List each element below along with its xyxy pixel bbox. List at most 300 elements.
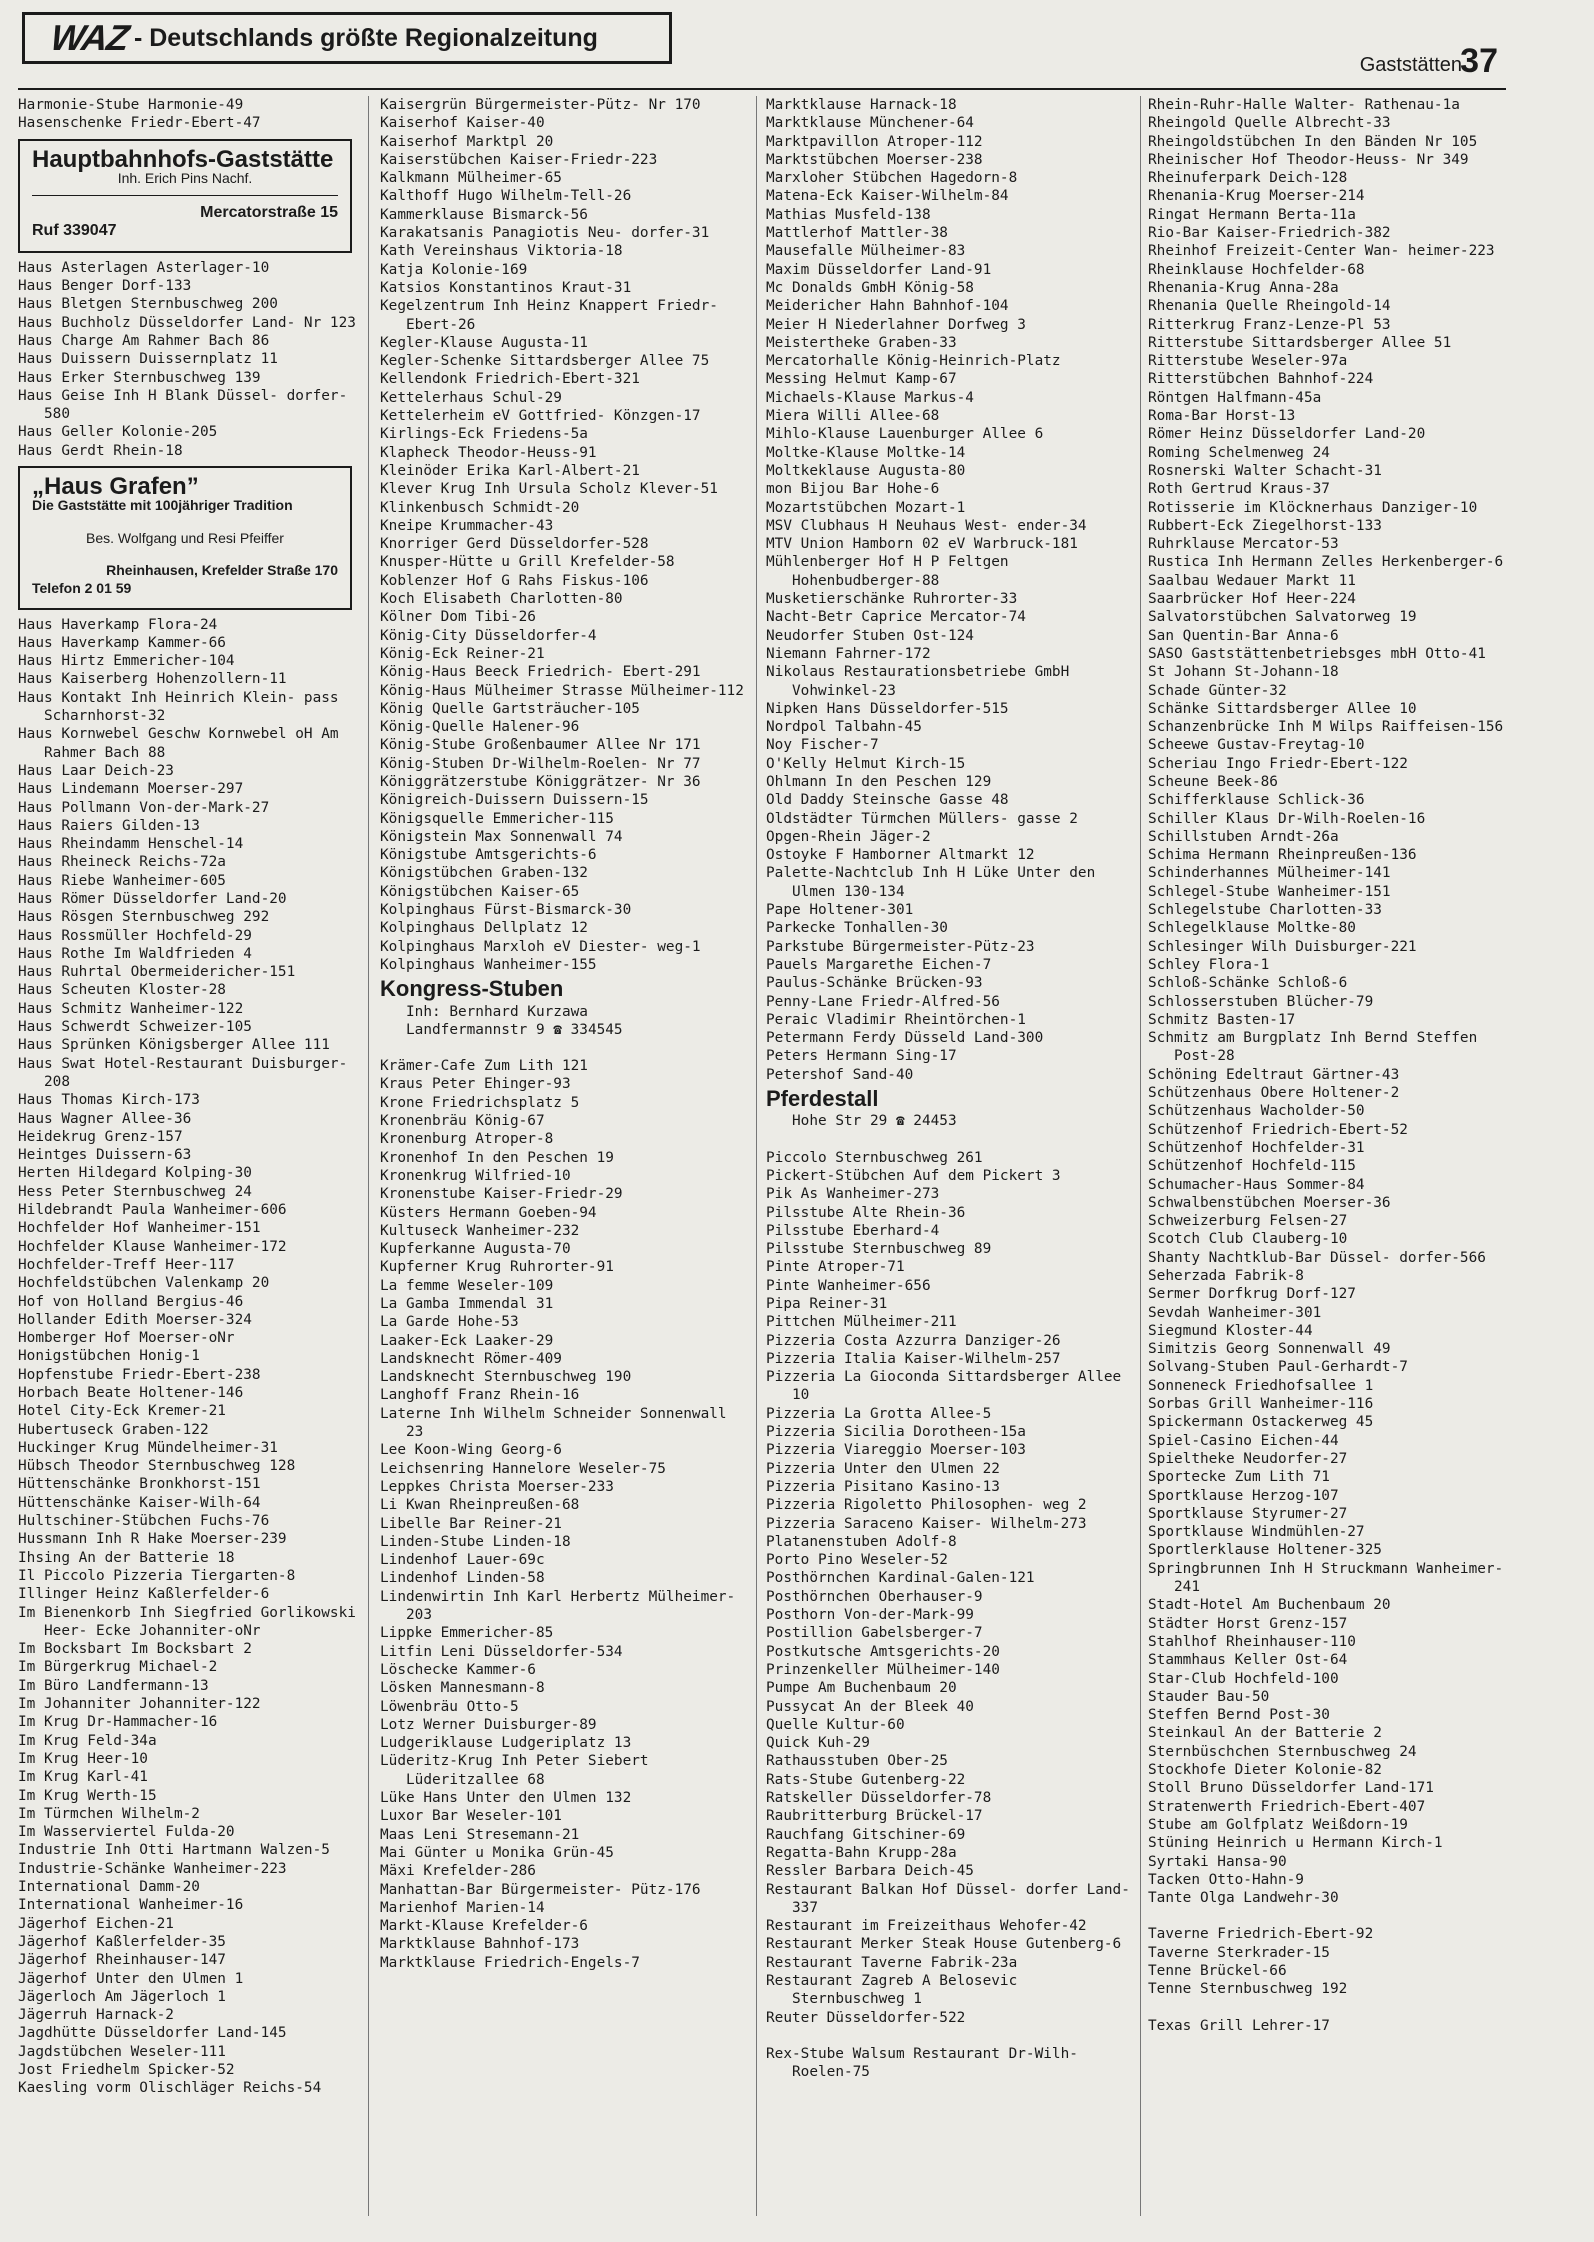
listing-entry: Illinger Heinz Kaßlerfelder-6 bbox=[18, 1586, 270, 1603]
listing-entry: Mozartstübchen Mozart-1 bbox=[766, 499, 966, 516]
listing-entry: mon Bijou Bar Hohe-6 bbox=[766, 481, 940, 498]
listing-group bbox=[18, 616, 356, 2098]
listing-group bbox=[18, 259, 356, 460]
listing-entry: Haus Riebe Wanheimer-605 bbox=[18, 872, 226, 889]
listing-entry: Im Bürgerkrug Michael-2 bbox=[18, 1659, 218, 1676]
listing-entry: Haus Charge Am Rahmer Bach 86 bbox=[18, 332, 270, 349]
listing-entry: Ihsing An der Batterie 18 bbox=[18, 1549, 235, 1566]
listing-entry: Siegmund Kloster-44 bbox=[1148, 1322, 1313, 1339]
listing-entry: Raubritterburg Brückel-17 bbox=[766, 1808, 983, 1825]
listing-entry: Scheune Beek-86 bbox=[1148, 773, 1278, 790]
listing-entry: Hultschiner-Stübchen Fuchs-76 bbox=[18, 1513, 270, 1530]
listing-entry: Parkstube Bürgermeister-Pütz-23 bbox=[766, 938, 1035, 955]
column-3 bbox=[766, 96, 1138, 2216]
listing-entry: Petershof Sand-40 bbox=[766, 1066, 914, 1083]
listing-entry: Schützenhof Friedrich-Ebert-52 bbox=[1148, 1121, 1408, 1138]
listing-entry: Simitzis Georg Sonnenwall 49 bbox=[1148, 1341, 1391, 1358]
listing-entry: Schima Hermann Rheinpreußen-136 bbox=[1148, 847, 1417, 864]
listing-entry: Knusper-Hütte u Grill Krefelder-58 bbox=[380, 554, 675, 571]
ad-address: Rheinhausen, Krefelder Straße 170 bbox=[106, 561, 338, 578]
kongress-owner: Inh: Bernhard Kurzawa bbox=[406, 1003, 588, 1020]
listing-entry: Ritterstube Sittardsberger Allee 51 bbox=[1148, 334, 1452, 351]
listing-entry: Im Krug Feld-34a bbox=[18, 1732, 157, 1749]
listing-entry: Marktpavillon Atroper-112 bbox=[766, 133, 983, 150]
listing-entry: Jagdhütte Düsseldorfer Land-145 bbox=[18, 2025, 287, 2042]
listing-entry: Krone Friedrichsplatz 5 bbox=[380, 1094, 580, 1111]
listing-entry: König Quelle Gartsträucher-105 bbox=[380, 700, 640, 717]
listing-entry: Taverne Friedrich-Ebert-92 bbox=[1148, 1926, 1374, 1943]
listing-entry: Pizzeria Viareggio Moerser-103 bbox=[766, 1442, 1026, 1459]
listing-entry: Jagdstübchen Weseler-111 bbox=[18, 2043, 226, 2060]
listing-entry: Kalkmann Mülheimer-65 bbox=[380, 170, 562, 187]
listing-entry: Mausefalle Mülheimer-83 bbox=[766, 243, 966, 260]
listing-entry: Ruhrklause Mercator-53 bbox=[1148, 536, 1339, 553]
listing-entry: Kraus Peter Ehinger-93 bbox=[380, 1076, 571, 1093]
listing-entry: Stüning Heinrich u Hermann Kirch-1 bbox=[1148, 1835, 1443, 1852]
ad-hauptbahnhof bbox=[18, 139, 352, 253]
listing-entry: Hochfelder Hof Wanheimer-151 bbox=[18, 1220, 261, 1237]
listing-entry: Scheewe Gustav-Freytag-10 bbox=[1148, 737, 1365, 754]
listing-entry: Horbach Beate Holtener-146 bbox=[18, 1385, 244, 1401]
ad-phone: Telefon 2 01 59 bbox=[32, 580, 132, 597]
listing-entry: Hüttenschänke Kaiser-Wilh-64 bbox=[18, 1494, 261, 1511]
listing-entry: Schützenhaus Wacholder-50 bbox=[1148, 1103, 1365, 1120]
listing-entry: Sevdah Wanheimer-301 bbox=[1148, 1304, 1322, 1321]
listing-entry: Ostoyke F Hamborner Altmarkt 12 bbox=[766, 847, 1035, 864]
listing-entry: Katja Kolonie-169 bbox=[380, 261, 528, 278]
listing-entry: Im Krug Karl-41 bbox=[18, 1769, 148, 1786]
listing-entry: Jägerhof Unter den Ulmen 1 bbox=[18, 1970, 244, 1987]
listing-entry: Industrie-Schänke Wanheimer-223 bbox=[18, 1860, 287, 1877]
listing-entry: MSV Clubhaus H Neuhaus West- ender-34 bbox=[766, 517, 1087, 534]
listing-entry: Schlegel-Stube Wanheimer-151 bbox=[1148, 883, 1391, 900]
listing-entry: Hess Peter Sternbuschweg 24 bbox=[18, 1183, 252, 1200]
listing-entry: Solvang-Stuben Paul-Gerhardt-7 bbox=[1148, 1359, 1408, 1376]
listing-entry: Klapheck Theodor-Heuss-91 bbox=[380, 444, 597, 461]
listing-entry: Rheingold Quelle Albrecht-33 bbox=[1148, 115, 1391, 132]
listing-entry: Kettelerhaus Schul-29 bbox=[380, 389, 562, 406]
listing-entry: Steffen Bernd Post-30 bbox=[1148, 1707, 1330, 1724]
listing-entry: Kolpinghaus Dellplatz 12 bbox=[380, 920, 588, 937]
listing-entry: Meistertheke Graben-33 bbox=[766, 334, 957, 351]
listing-entry: Ratskeller Düsseldorfer-78 bbox=[766, 1790, 992, 1807]
listing-entry: Saalbau Wedauer Markt 11 bbox=[1148, 572, 1356, 589]
listing-entry: Lotz Werner Duisburger-89 bbox=[380, 1716, 597, 1733]
listing-entry: Kettelerheim eV Gottfried- Könzgen-17 bbox=[380, 408, 701, 425]
listing-entry: Penny-Lane Friedr-Alfred-56 bbox=[766, 993, 1000, 1010]
listing-entry: Sermer Dorfkrug Dorf-127 bbox=[1148, 1286, 1356, 1303]
listing-entry: Messing Helmut Kamp-67 bbox=[766, 371, 957, 388]
kongress-heading: Kongress-Stuben bbox=[380, 976, 564, 1002]
listing-entry: Marktklause Münchener-64 bbox=[766, 115, 974, 132]
listing-entry: International Wanheimer-16 bbox=[18, 1897, 244, 1914]
pferdestall-address: Hohe Str 29 ☎ 24453 bbox=[792, 1113, 957, 1130]
listing-entry: Mercatorhalle König-Heinrich-Platz bbox=[766, 353, 1061, 370]
listing-entry: Syrtaki Hansa-90 bbox=[1148, 1853, 1287, 1870]
listing-entry: Roth Gertrud Kraus-37 bbox=[1148, 481, 1330, 498]
listing-entry: Posthörnchen Oberhauser-9 bbox=[766, 1588, 983, 1605]
listing-group bbox=[766, 1149, 1138, 2082]
listing-entry: Koblenzer Hof G Rahs Fiskus-106 bbox=[380, 572, 649, 589]
listing-entry: Rheinischer Hof Theodor-Heuss- Nr 349 bbox=[1148, 151, 1469, 168]
listing-entry: Schänke Sittardsberger Allee 10 bbox=[1148, 700, 1417, 717]
listing-entry: Knorriger Gerd Düsseldorfer-528 bbox=[380, 536, 649, 553]
section-label: Gaststätten bbox=[1359, 54, 1462, 76]
listing-entry: Kegler-Klause Augusta-11 bbox=[380, 334, 588, 351]
listing-entry: Haus Benger Dorf-133 bbox=[18, 278, 192, 295]
listing-entry: Im Krug Werth-15 bbox=[18, 1787, 157, 1804]
listing-entry: Musketierschänke Ruhrorter-33 bbox=[766, 591, 1018, 608]
listing-entry: Lindenhof Linden-58 bbox=[380, 1570, 545, 1587]
listing-entry: Im Bienenkorb Inh Siegfried Gorlikowski Heer- Ecke Johanniter-oNr bbox=[18, 1604, 356, 1639]
listing-entry: Sonneneck Friedhofsallee 1 bbox=[1148, 1377, 1374, 1394]
ad-title: „Haus Grafen” bbox=[32, 473, 199, 501]
listing-entry: Ludgeriklause Ludgeriplatz 13 bbox=[380, 1735, 632, 1752]
listing-entry: Pizzeria Rigoletto Philosophen- weg 2 bbox=[766, 1497, 1087, 1514]
listing-entry: Pinte Atroper-71 bbox=[766, 1259, 905, 1276]
listing-entry: Haus Bletgen Sternbuschweg 200 bbox=[18, 296, 278, 313]
listing-entry: Haus Kaiserberg Hohenzollern-11 bbox=[18, 671, 287, 688]
listing-entry: Mai Günter u Monika Grün-45 bbox=[380, 1844, 614, 1861]
listing-entry: Petermann Ferdy Düsseld Land-300 bbox=[766, 1030, 1044, 1047]
listing-entry: Römer Heinz Düsseldorfer Land-20 bbox=[1148, 426, 1426, 443]
listing-entry: Salvatorstübchen Salvatorweg 19 bbox=[1148, 609, 1417, 626]
listing-entry: Mathias Musfeld-138 bbox=[766, 206, 931, 223]
listing-entry: Haus Sprünken Königsberger Allee 111 bbox=[18, 1037, 330, 1054]
listing-entry: Ritterstube Weseler-97a bbox=[1148, 353, 1348, 370]
listing-entry: Sportklause Styrumer-27 bbox=[1148, 1505, 1348, 1522]
listing-entry: Haus Erker Sternbuschweg 139 bbox=[18, 369, 261, 386]
ad-title: Hauptbahnhofs-Gaststätte bbox=[32, 145, 334, 173]
listing-entry: Mihlo-Klause Lauenburger Allee 6 bbox=[766, 426, 1044, 443]
listing-entry: Opgen-Rhein Jäger-2 bbox=[766, 828, 931, 845]
ad-phone: Ruf 339047 bbox=[32, 222, 117, 240]
listing-entry: Rheinuferpark Deich-128 bbox=[1148, 170, 1348, 187]
kongress-address: Landfermannstr 9 ☎ 334545 bbox=[406, 1021, 623, 1038]
listing-entry: La femme Weseler-109 bbox=[380, 1277, 554, 1294]
listing-entry: Mc Donalds GmbH König-58 bbox=[766, 279, 974, 296]
listing-entry: Pittchen Mülheimer-211 bbox=[766, 1314, 957, 1331]
listing-entry: Städter Horst Grenz-157 bbox=[1148, 1615, 1348, 1632]
listing-entry: Peraic Vladimir Rheintörchen-1 bbox=[766, 1011, 1026, 1028]
listing-entry: Harmonie-Stube Harmonie-49 bbox=[18, 97, 244, 113]
listing-entry: Jägerruh Harnack-2 bbox=[18, 2007, 174, 2024]
listing-entry: Ringat Hermann Berta-11a bbox=[1148, 206, 1356, 223]
listing-entry: Kaesling vorm Olischläger Reichs-54 bbox=[18, 2080, 322, 2097]
listing-entry: Restaurant im Freizeithaus Wehofer-42 bbox=[766, 1918, 1087, 1935]
listing-entry: Rhenania Quelle Rheingold-14 bbox=[1148, 298, 1391, 315]
listing-entry: Rheinklause Hochfelder-68 bbox=[1148, 261, 1365, 278]
listing-entry: Pizzeria Sicilia Dorotheen-15a bbox=[766, 1424, 1026, 1441]
listing-entry: König-Haus Mülheimer Strasse Mülheimer-112 bbox=[380, 682, 744, 699]
listing-entry: Kammerklause Bismarck-56 bbox=[380, 206, 588, 223]
listing-entry: Jägerhof Eichen-21 bbox=[18, 1915, 174, 1932]
listing-entry: Regatta-Bahn Krupp-28a bbox=[766, 1844, 957, 1861]
listing-entry: König-City Düsseldorfer-4 bbox=[380, 627, 597, 644]
listing-entry: Il Piccolo Pizzeria Tiergarten-8 bbox=[18, 1567, 296, 1584]
listing-entry: Heintges Duissern-63 bbox=[18, 1147, 192, 1164]
listing-entry: Pilsstube Sternbuschweg 89 bbox=[766, 1241, 992, 1258]
listing-entry: Posthörnchen Kardinal-Galen-121 bbox=[766, 1570, 1035, 1587]
listing-entry: Quelle Kultur-60 bbox=[766, 1716, 905, 1733]
listing-entry: Tacken Otto-Hahn-9 bbox=[1148, 1871, 1304, 1888]
listing-entry: Rex-Stube Walsum Restaurant Dr-Wilh-Roelen-75 bbox=[766, 2045, 1078, 2081]
listing-entry: Spickermann Ostackerweg 45 bbox=[1148, 1414, 1374, 1431]
listing-entry: Postillion Gabelsberger-7 bbox=[766, 1625, 983, 1642]
listing-entry: Matena-Eck Kaiser-Wilhelm-84 bbox=[766, 188, 1009, 205]
listing-entry: Kirlings-Eck Friedens-5a bbox=[380, 426, 588, 443]
listing-entry: Haus Schmitz Wanheimer-122 bbox=[18, 1000, 244, 1017]
masthead bbox=[22, 12, 672, 64]
listing-entry: Haus Geise Inh H Blank Düssel- dorfer-580 bbox=[18, 387, 348, 423]
listing-gap bbox=[766, 2027, 1138, 2045]
listing-entry: Restaurant Zagreb A Belosevic Sternbuschweg 1 bbox=[766, 1972, 1018, 2008]
listing-entry: Kegelzentrum Inh Heinz Knappert Friedr-Ebert-26 bbox=[380, 298, 718, 333]
masthead-tagline: - Deutschlands größte Regionalzeitung bbox=[133, 23, 598, 52]
listing-entry: Schmitz am Burgplatz Inh Bernd Steffen Post-28 bbox=[1148, 1030, 1478, 1065]
listing-entry: Haus Asterlagen Asterlager-10 bbox=[18, 259, 270, 276]
listing-entry: SASO Gaststättenbetriebsges mbH Otto-41 bbox=[1148, 645, 1486, 662]
ad-slogan: Die Gaststätte mit 100jähriger Tradition bbox=[32, 497, 293, 514]
listing-entry: Im Johanniter Johanniter-122 bbox=[18, 1696, 261, 1713]
listing-entry: Sportklause Herzog-107 bbox=[1148, 1487, 1339, 1504]
listing-entry: Laaker-Eck Laaker-29 bbox=[380, 1332, 554, 1349]
listing-entry: Hübsch Theodor Sternbuschweg 128 bbox=[18, 1458, 296, 1475]
listing-entry: Nikolaus Restaurationsbetriebe GmbH Vohwinkel-23 bbox=[766, 664, 1070, 699]
listing-entry: König-Haus Beeck Friedrich- Ebert-291 bbox=[380, 664, 701, 681]
listing-entry: Seherzada Fabrik-8 bbox=[1148, 1268, 1304, 1284]
listing-entry: Hopfenstube Friedr-Ebert-238 bbox=[18, 1366, 261, 1383]
listing-entry: Spieltheke Neudorfer-27 bbox=[1148, 1450, 1348, 1467]
listing-entry: San Quentin-Bar Anna-6 bbox=[1148, 627, 1339, 644]
listing-entry: König-Stube Großenbaumer Allee Nr 171 bbox=[380, 737, 701, 754]
listing-entry: Krämer-Cafe Zum Lith 121 bbox=[380, 1058, 588, 1075]
listing-entry: Haus Rheineck Reichs-72a bbox=[18, 854, 226, 871]
listing-entry: Homberger Hof Moerser-oNr bbox=[18, 1330, 235, 1347]
listing-entry: Peters Hermann Sing-17 bbox=[766, 1048, 957, 1065]
listing-entry: Lippke Emmericher-85 bbox=[380, 1625, 554, 1642]
listing-entry: Lindenwirtin Inh Karl Herbertz Mülheimer-203 bbox=[380, 1588, 736, 1624]
ad-owner: Inh. Erich Pins Nachf. bbox=[117, 169, 253, 186]
spacer bbox=[766, 1131, 1138, 1149]
listing-entry: Meidericher Hahn Bahnhof-104 bbox=[766, 298, 1009, 315]
listing-entry: Ritterkrug Franz-Lenze-Pl 53 bbox=[1148, 316, 1391, 333]
listing-entry: Taverne Sterkrader-15 bbox=[1148, 1944, 1330, 1961]
listing-entry: Oldstädter Türmchen Müllers- gasse 2 bbox=[766, 810, 1078, 827]
listing-entry: Stockhofe Dieter Kolonie-82 bbox=[1148, 1762, 1382, 1779]
listing-entry: Karakatsanis Panagiotis Neu- dorfer-31 bbox=[380, 225, 710, 242]
listing-entry: Schiller Klaus Dr-Wilh-Roelen-16 bbox=[1148, 810, 1426, 827]
listing-entry: Kronenkrug Wilfried-10 bbox=[380, 1167, 571, 1184]
column-divider bbox=[756, 96, 757, 2216]
listing-entry: Haus Lindemann Moerser-297 bbox=[18, 781, 244, 798]
listing-entry: Scheriau Ingo Friedr-Ebert-122 bbox=[1148, 755, 1408, 772]
ad-haus-grafen bbox=[18, 466, 352, 609]
listing-entry: Schützenhaus Obere Holtener-2 bbox=[1148, 1085, 1400, 1102]
listing-entry: Schmitz Basten-17 bbox=[1148, 1011, 1296, 1028]
listing-entry: Linden-Stube Linden-18 bbox=[380, 1533, 571, 1550]
listing-entry: Pape Holtener-301 bbox=[766, 902, 914, 919]
listing-entry: Haus Gerdt Rhein-18 bbox=[18, 442, 183, 459]
listing-entry: Sportklause Windmühlen-27 bbox=[1148, 1524, 1365, 1541]
listing-entry: Sternbüschchen Sternbuschweg 24 bbox=[1148, 1743, 1417, 1760]
listing-entry: Heidekrug Grenz-157 bbox=[18, 1128, 183, 1145]
listing-entry: Königgrätzerstube Königgrätzer- Nr 36 bbox=[380, 773, 701, 790]
listing-entry: Schillstuben Arndt-26a bbox=[1148, 828, 1339, 845]
listing-entry: Litfin Leni Düsseldorfer-534 bbox=[380, 1643, 623, 1660]
listing-entry: Parkecke Tonhallen-30 bbox=[766, 920, 948, 937]
listing-gap bbox=[1148, 1907, 1520, 1925]
listing-entry: Haus Duissern Duissernplatz 11 bbox=[18, 351, 278, 368]
listing-entry: Im Krug Dr-Hammacher-16 bbox=[18, 1714, 218, 1731]
listing-entry: Stauder Bau-50 bbox=[1148, 1688, 1270, 1705]
listing-entry: Marienhof Marien-14 bbox=[380, 1899, 545, 1916]
listing-entry: Marktstübchen Moerser-238 bbox=[766, 151, 983, 168]
listing-entry: La Gamba Immendal 31 bbox=[380, 1296, 554, 1312]
listing-entry: Haus Haverkamp Flora-24 bbox=[18, 616, 218, 633]
listing-entry: Rhein-Ruhr-Halle Walter- Rathenau-1a bbox=[1148, 97, 1460, 113]
listing-entry: MTV Union Hamborn 02 eV Warbruck-181 bbox=[766, 536, 1078, 553]
listing-entry: Kolpinghaus Fürst-Bismarck-30 bbox=[380, 902, 632, 919]
listing-entry: Laterne Inh Wilhelm Schneider Sonnenwall 23 bbox=[380, 1405, 727, 1441]
listing-entry: Nordpol Talbahn-45 bbox=[766, 719, 922, 736]
listing-entry: Schlesinger Wilh Duisburger-221 bbox=[1148, 938, 1417, 955]
listing-entry: Pauels Margarethe Eichen-7 bbox=[766, 956, 992, 973]
listing-entry: Langhoff Franz Rhein-16 bbox=[380, 1387, 580, 1404]
listing-entry: Kronenburg Atroper-8 bbox=[380, 1131, 554, 1148]
listing-entry: Kaiserstübchen Kaiser-Friedr-223 bbox=[380, 151, 658, 168]
listing-entry: Paulus-Schänke Brücken-93 bbox=[766, 975, 983, 992]
listing-entry: Kneipe Krummacher-43 bbox=[380, 517, 554, 534]
listing-entry: Ohlmann In den Peschen 129 bbox=[766, 773, 992, 790]
listing-entry: Schützenhof Hochfelder-31 bbox=[1148, 1139, 1365, 1156]
listing-entry: Pilsstube Eberhard-4 bbox=[766, 1222, 940, 1239]
listing-entry: Sportecke Zum Lith 71 bbox=[1148, 1469, 1330, 1486]
listing-entry: Röntgen Halfmann-45a bbox=[1148, 389, 1322, 406]
listing-entry: Piccolo Sternbuschweg 261 bbox=[766, 1149, 983, 1166]
listing-entry: Nacht-Betr Caprice Mercator-74 bbox=[766, 609, 1026, 626]
listing-entry: Pizzeria Italia Kaiser-Wilhelm-257 bbox=[766, 1350, 1061, 1367]
listing-entry: Königstein Max Sonnenwall 74 bbox=[380, 828, 623, 845]
listing-entry: Reuter Düsseldorfer-522 bbox=[766, 2009, 966, 2026]
listing-entry: Restaurant Taverne Fabrik-23a bbox=[766, 1954, 1018, 1971]
listing-entry: Haus Rothe Im Waldfrieden 4 bbox=[18, 945, 252, 962]
listing-entry: Hochfeldstübchen Valenkamp 20 bbox=[18, 1275, 270, 1292]
listing-entry: Meier H Niederlahner Dorfweg 3 bbox=[766, 316, 1026, 333]
listing-entry: Schumacher-Haus Sommer-84 bbox=[1148, 1176, 1365, 1193]
listing-entry: Kath Vereinshaus Viktoria-18 bbox=[380, 243, 623, 260]
listing-entry: Haus Rossmüller Hochfeld-29 bbox=[18, 927, 252, 944]
listing-entry: Rhenania-Krug Anna-28a bbox=[1148, 279, 1339, 296]
listing-entry: Moltkeklause Augusta-80 bbox=[766, 462, 966, 479]
listing-entry: Haus Scheuten Kloster-28 bbox=[18, 982, 226, 999]
listing-entry: Platanenstuben Adolf-8 bbox=[766, 1533, 957, 1550]
listing-entry: Haus Buchholz Düsseldorfer Land- Nr 123 bbox=[18, 314, 356, 331]
listing-entry: Hubertuseck Graben-122 bbox=[18, 1421, 209, 1438]
listing-entry: Ritterstübchen Bahnhof-224 bbox=[1148, 371, 1374, 388]
listing-entry: Industrie Inh Otti Hartmann Walzen-5 bbox=[18, 1842, 330, 1859]
listing-entry: Jägerloch Am Jägerloch 1 bbox=[18, 1988, 226, 2005]
listing-entry: Marktklause Harnack-18 bbox=[766, 97, 957, 113]
listing-entry: Im Büro Landfermann-13 bbox=[18, 1677, 209, 1694]
listing-entry: Schweizerburg Felsen-27 bbox=[1148, 1213, 1348, 1230]
listing-gap bbox=[1148, 1999, 1520, 2017]
listing-entry: Porto Pino Weseler-52 bbox=[766, 1552, 948, 1569]
listing-entry: Jägerhof Kaßlerfelder-35 bbox=[18, 1933, 226, 1950]
listing-entry: Marxloher Stübchen Hagedorn-8 bbox=[766, 170, 1018, 187]
listing-entry: Haus Kontakt Inh Heinrich Klein- pass Scharnhorst-32 bbox=[18, 689, 339, 725]
listing-entry: Sorbas Grill Wanheimer-116 bbox=[1148, 1396, 1374, 1413]
listing-entry: Jägerhof Rheinhauser-147 bbox=[18, 1952, 226, 1969]
listing-entry: Jost Friedhelm Spicker-52 bbox=[18, 2061, 235, 2078]
listing-entry: Rotisserie im Klöcknerhaus Danziger-10 bbox=[1148, 499, 1478, 516]
listing-entry: Rauchfang Gitschiner-69 bbox=[766, 1826, 966, 1843]
listing-entry: Tenne Sternbuschweg 192 bbox=[1148, 1981, 1348, 1998]
header-rule bbox=[18, 88, 1506, 90]
listing-entry: Stahlhof Rheinhauser-110 bbox=[1148, 1633, 1356, 1650]
column-divider bbox=[1140, 96, 1141, 2216]
listing-entry: Lüke Hans Unter den Ulmen 132 bbox=[380, 1790, 632, 1807]
listing-entry: Kronenbräu König-67 bbox=[380, 1113, 545, 1130]
listing-entry: Königstube Amtsgerichts-6 bbox=[380, 847, 597, 864]
listing-entry: Luxor Bar Weseler-101 bbox=[380, 1808, 562, 1825]
listing-entry: Im Wasserviertel Fulda-20 bbox=[18, 1824, 235, 1841]
listing-entry: Lindenhof Lauer-69c bbox=[380, 1552, 545, 1569]
listing-group bbox=[380, 96, 752, 974]
listing-entry: Mühlenberger Hof H P Feltgen Hohenbudberger-88 bbox=[766, 554, 1009, 589]
listing-entry: Pizzeria La Gioconda Sittardsberger Allee 10 bbox=[766, 1369, 1122, 1404]
listing-entry: Stoll Bruno Düsseldorfer Land-171 bbox=[1148, 1780, 1434, 1797]
listing-entry: Restaurant Balkan Hof Düssel- dorfer Land-337 bbox=[766, 1881, 1130, 1916]
listing-entry: Stadt-Hotel Am Buchenbaum 20 bbox=[1148, 1597, 1391, 1614]
listing-entry: Rats-Stube Gutenberg-22 bbox=[766, 1771, 966, 1788]
listing-entry: Miera Willi Allee-68 bbox=[766, 408, 940, 425]
listing-entry: Im Krug Heer-10 bbox=[18, 1750, 148, 1767]
listing-entry: Küsters Hermann Goeben-94 bbox=[380, 1204, 597, 1221]
listing-entry: Kalthoff Hugo Wilhelm-Tell-26 bbox=[380, 188, 632, 205]
listing-entry: Hildebrandt Paula Wanheimer-606 bbox=[18, 1202, 287, 1219]
listing-entry: O'Kelly Helmut Kirch-15 bbox=[766, 755, 966, 772]
listing-entry: Schlosserstuben Blücher-79 bbox=[1148, 993, 1374, 1010]
listing-group bbox=[1148, 96, 1520, 2035]
listing-entry: Katsios Konstantinos Kraut-31 bbox=[380, 279, 632, 296]
listing-entry: Landsknecht Römer-409 bbox=[380, 1350, 562, 1367]
listing-entry: Kaiserhof Kaiser-40 bbox=[380, 115, 545, 132]
listing-entry: Pizzeria Pisitano Kasino-13 bbox=[766, 1478, 1000, 1495]
listing-entry: Pik As Wanheimer-273 bbox=[766, 1186, 940, 1203]
listing-entry: Königreich-Duissern Duissern-15 bbox=[380, 792, 649, 809]
listing-entry: Pilsstube Alte Rhein-36 bbox=[766, 1204, 966, 1221]
listing-entry: Niemann Fahrner-172 bbox=[766, 645, 931, 662]
listing-entry: Schley Flora-1 bbox=[1148, 956, 1270, 973]
listing-group bbox=[18, 96, 356, 133]
listing-entry: Haus Pollmann Von-der-Mark-27 bbox=[18, 799, 270, 816]
listing-entry: Hochfelder Klause Wanheimer-172 bbox=[18, 1238, 287, 1255]
listing-entry: Haus Raiers Gilden-13 bbox=[18, 817, 200, 834]
listing-entry: Rheingoldstübchen In den Bänden Nr 105 bbox=[1148, 133, 1478, 150]
listing-entry: Rosnerski Walter Schacht-31 bbox=[1148, 462, 1382, 479]
listing-entry: Maas Leni Stresemann-21 bbox=[380, 1826, 580, 1843]
listing-entry: Schade Günter-32 bbox=[1148, 682, 1287, 699]
listing-entry: Kegler-Schenke Sittardsberger Allee 75 bbox=[380, 353, 710, 370]
listing-entry: Old Daddy Steinsche Gasse 48 bbox=[766, 792, 1009, 809]
listing-entry: Hussmann Inh R Hake Moerser-239 bbox=[18, 1531, 287, 1548]
listing-entry: Haus Schwerdt Schweizer-105 bbox=[18, 1019, 252, 1036]
listing-entry: Shanty Nachtklub-Bar Düssel- dorfer-566 bbox=[1148, 1249, 1486, 1266]
listing-entry: Kaiserhof Marktpl 20 bbox=[380, 133, 554, 150]
listing-entry: Huckinger Krug Mündelheimer-31 bbox=[18, 1439, 278, 1456]
column-divider bbox=[368, 96, 369, 2216]
